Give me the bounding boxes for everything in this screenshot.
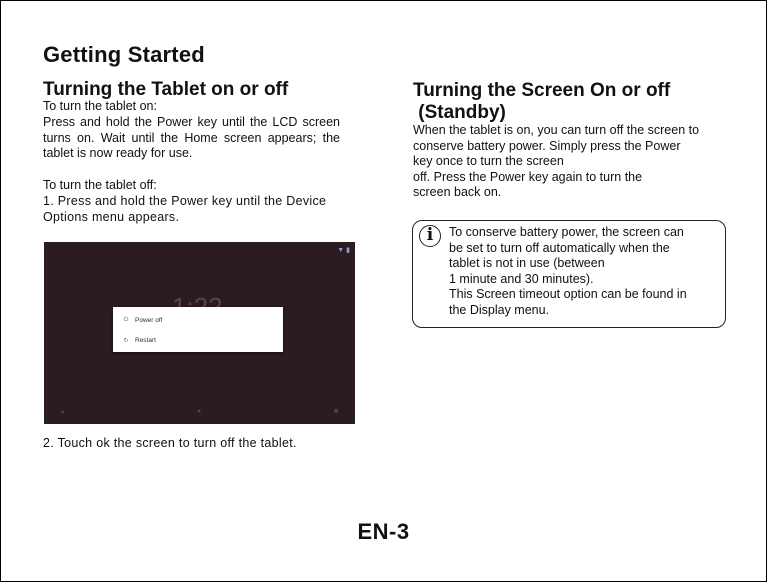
menu-item-power-off[interactable] (123, 317, 162, 324)
note-line: tablet is not in use (between (449, 256, 605, 271)
info-note-text (449, 225, 719, 319)
note-line: 1 minute and 30 minutes). (449, 271, 594, 286)
section-heading-standby (413, 80, 670, 124)
status-bar-icons: ▼ ▮ (337, 247, 350, 254)
turn-on-instructions: Press and hold the Power key until the LCD screen turns on. Wait until the Home screen appears; the tablet is now ready for use. (43, 115, 340, 161)
page-number: EN-3 (357, 519, 410, 544)
turn-off-step-1: 1. Press and hold the Power key until the Device Options menu appears. (43, 194, 327, 224)
recent-apps-icon[interactable]: ■ (334, 408, 339, 415)
info-icon: i (419, 225, 441, 247)
section-heading-standby-line1: Turning the Screen On or off (413, 80, 671, 101)
device-options-menu (113, 307, 283, 352)
tablet-screenshot (44, 242, 355, 424)
restart-icon: ↻ (123, 338, 129, 344)
standby-line: screen back on. (413, 185, 502, 200)
back-icon[interactable]: ◂ (60, 409, 64, 416)
turn-off-intro: To turn the tablet off: (43, 178, 157, 192)
power-icon: ⏻ (123, 317, 129, 323)
menu-item-restart-label: Restart (135, 337, 156, 344)
turn-on-intro: To turn the tablet on: (43, 99, 157, 113)
standby-line: When the tablet is on, you can turn off the screen to (413, 123, 700, 137)
turn-off-step-2: 2. Touch ok the screen to turn off the tablet. (43, 436, 297, 450)
home-icon[interactable]: ● (197, 408, 202, 415)
info-note-box (412, 220, 726, 328)
note-line: be set to turn off automatically when the (449, 240, 670, 255)
navigation-bar (44, 408, 355, 418)
section-heading-tablet-power: Turning the Tablet on or off (43, 79, 289, 100)
note-line: To conserve battery power, the screen can (449, 225, 684, 239)
standby-line: conserve battery power. Simply press the Power (413, 138, 681, 153)
note-line: the Display menu. (449, 302, 550, 317)
menu-item-restart[interactable] (123, 337, 156, 344)
standby-line: key once to turn the screen (413, 154, 564, 169)
section-heading-standby-line2: (Standby) (413, 102, 506, 123)
note-line: This Screen timeout option can be found in (449, 287, 687, 302)
menu-item-power-off-label: Power off (135, 317, 163, 324)
standby-instructions (413, 123, 738, 201)
page-title: Getting Started (43, 42, 205, 67)
standby-line: off. Press the Power key again to turn the (413, 169, 643, 184)
